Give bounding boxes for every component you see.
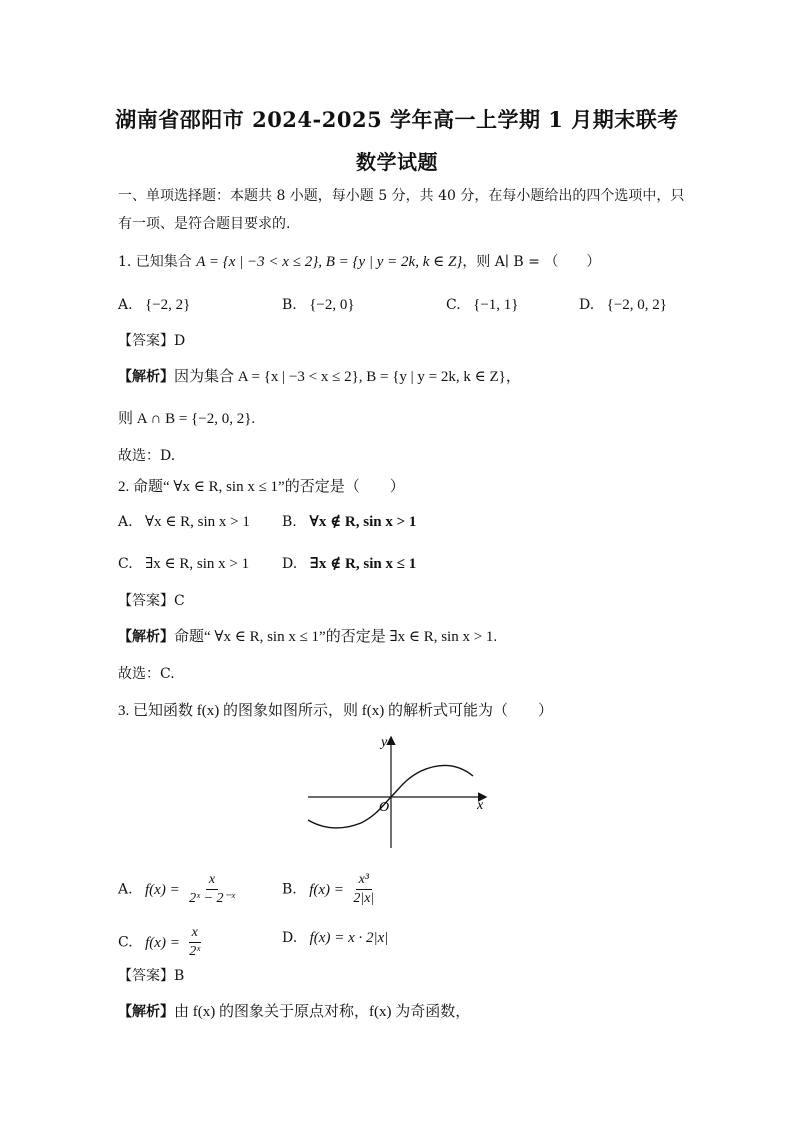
q1-answer: 【答案】D xyxy=(118,333,186,349)
option-value: ∃x ∈ R, sin x > 1 xyxy=(145,556,250,572)
q2-analysis-line-1 xyxy=(118,627,497,647)
origin-label: O xyxy=(379,800,390,815)
option-label: C. xyxy=(118,934,133,951)
option-value: ∃x ∉ R, sin x ≤ 1 xyxy=(309,556,417,572)
question-3-stem xyxy=(118,701,553,721)
option-fraction xyxy=(186,871,238,908)
analysis-label: 【解析】 xyxy=(118,629,174,645)
q1-conclusion: 故选：D. xyxy=(118,448,176,464)
option-value: ∀x ∈ R, sin x > 1 xyxy=(145,514,250,530)
q1-prefix: 1. 已知集合 xyxy=(118,254,192,270)
q3-option-c xyxy=(118,924,205,961)
section-intro-line-1: 一、单项选择题：本题共 8 小题，每小题 5 分，共 40 分，在每小题给出的四个选项中，只 xyxy=(118,188,685,204)
q3-stem-text: 3. 已知函数 f(x) 的图象如图所示，则 f(x) 的解析式可能为（ ） xyxy=(118,703,553,719)
fraction-denominator: 2ˣ xyxy=(189,944,201,959)
q1-set-a: A = {x | −3 < x ≤ 2} xyxy=(196,254,319,270)
option-fraction xyxy=(186,924,203,961)
option-label: C. xyxy=(118,556,133,572)
document-title: 湖南省邵阳市 2024-2025 学年高一上学期 1 月期末联考 xyxy=(115,107,679,132)
q1-option-c xyxy=(446,295,518,315)
fraction-numerator: x xyxy=(206,871,218,890)
analysis-text: 由 f(x) 的图象关于原点对称，f(x) 为奇函数， xyxy=(174,1004,471,1020)
option-label: D. xyxy=(282,556,298,572)
q2-conclusion: 故选：C. xyxy=(118,666,175,682)
analysis-text: 因为集合 A = {x | −3 < x ≤ 2}, B = {y | y = 2k, k ∈ Z}， xyxy=(174,369,521,385)
q1-option-b xyxy=(282,295,355,315)
q2-option-a xyxy=(118,512,250,532)
option-value: {−1, 1} xyxy=(473,297,519,313)
q2-stem-text: 2. 命题“ ∀x ∈ R, sin x ≤ 1”的否定是（ ） xyxy=(118,479,405,495)
option-label: B. xyxy=(282,881,297,898)
q2-option-c xyxy=(118,554,249,574)
fraction-denominator: 2|x| xyxy=(353,891,375,906)
fraction-numerator: x³ xyxy=(356,871,372,890)
option-label: A. xyxy=(118,514,133,530)
q1-suffix: ，则 A∣ B = （ ） xyxy=(462,254,601,270)
q1-analysis-line-2 xyxy=(118,409,255,429)
option-value: {−2, 0} xyxy=(309,297,355,313)
x-axis-label: x xyxy=(477,798,484,813)
option-label: A. xyxy=(118,297,133,313)
option-label: B. xyxy=(282,514,297,530)
option-label: C. xyxy=(446,297,461,313)
option-fraction xyxy=(350,871,377,908)
q1-analysis-line-1 xyxy=(118,367,521,387)
y-axis-label: y xyxy=(381,735,388,750)
q3-option-a xyxy=(118,871,240,908)
q2-option-d xyxy=(282,554,416,574)
analysis-text: 命题“ ∀x ∈ R, sin x ≤ 1”的否定是 ∃x ∈ R, sin x > 1. xyxy=(174,629,498,645)
q3-option-d xyxy=(282,928,388,948)
option-label: B. xyxy=(282,297,297,313)
question-2-stem xyxy=(118,477,405,497)
option-value: {−2, 2} xyxy=(145,297,191,313)
option-lhs: f(x) = x · 2|x| xyxy=(309,930,389,946)
section-intro-line-2: 有一项、是符合题目要求的. xyxy=(118,216,291,232)
fraction-denominator: 2ˣ − 2⁻ˣ xyxy=(189,891,235,906)
q1-option-d xyxy=(579,295,667,315)
option-lhs: f(x) = xyxy=(309,881,344,898)
option-value: ∀x ∉ R, sin x > 1 xyxy=(309,514,417,530)
question-1-stem xyxy=(118,252,600,272)
option-label: D. xyxy=(579,297,595,313)
q3-answer: 【答案】B xyxy=(118,968,185,984)
option-label: A. xyxy=(118,881,133,898)
analysis-label: 【解析】 xyxy=(118,1004,174,1020)
option-lhs: f(x) = xyxy=(145,934,180,951)
q2-answer: 【答案】C xyxy=(118,593,185,609)
option-lhs: f(x) = xyxy=(145,881,180,898)
option-value: {−2, 0, 2} xyxy=(606,297,667,313)
q1-set-b: , B = {y | y = 2k, k ∈ Z} xyxy=(318,254,463,270)
q2-option-b xyxy=(282,512,416,532)
analysis-label: 【解析】 xyxy=(118,369,174,385)
fraction-numerator: x xyxy=(189,924,201,943)
document-subtitle: 数学试题 xyxy=(356,150,438,174)
q3-option-b xyxy=(282,871,379,908)
q1-option-a xyxy=(118,295,190,315)
function-graph xyxy=(305,733,495,853)
option-label: D. xyxy=(282,930,298,946)
q3-analysis-line-1 xyxy=(118,1002,470,1022)
analysis-text: 则 A ∩ B = {−2, 0, 2}. xyxy=(118,411,256,427)
